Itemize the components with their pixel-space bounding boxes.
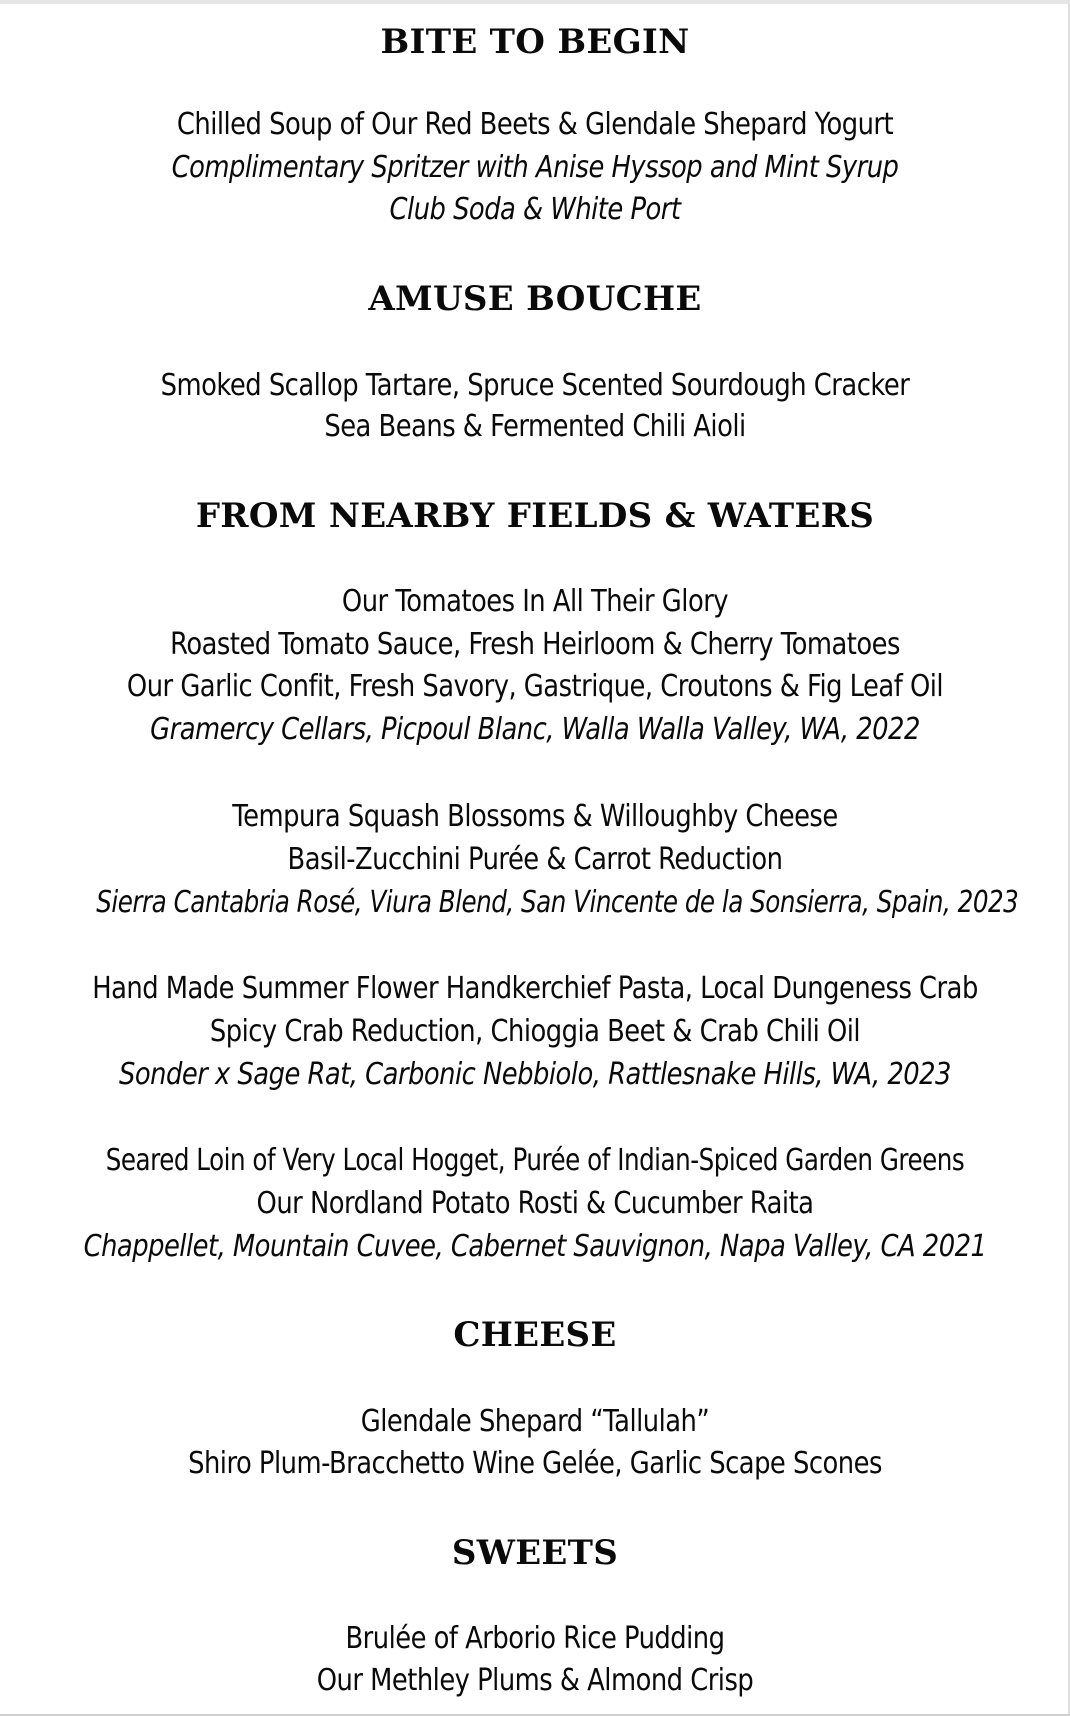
top-edge-rule [0,0,1070,4]
menu-pairing-line: Gramercy Cellars, Picpoul Blanc, Walla Walla Valley, WA, 2022 [150,712,920,747]
menu-dish-line: Spicy Crab Reduction, Chioggia Beet & Crab Chili Oil [209,1014,861,1049]
menu-dish-line: Our Garlic Confit, Fresh Savory, Gastrique, Croutons & Fig Leaf Oil [126,669,944,704]
menu-dish-line: Smoked Scallop Tartare, Spruce Scented Sourdough Cracker [160,368,910,403]
menu-pairing-line: Complimentary Spritzer with Anise Hyssop and Mint Syrup [171,150,899,185]
menu-pairing-line: Club Soda & White Port [389,192,681,227]
menu-dish-line: Seared Loin of Very Local Hogget, Purée of Indian-Spiced Garden Greens [105,1143,965,1178]
menu-dish-line: Our Methley Plums & Almond Crisp [316,1663,754,1698]
section-heading-bite-to-begin: BITE TO BEGIN [380,22,690,62]
menu-dish-line: Hand Made Summer Flower Handkerchief Pasta, Local Dungeness Crab [92,971,978,1006]
menu-dish-line: Roasted Tomato Sauce, Fresh Heirloom & Cherry Tomatoes [170,627,900,662]
section-heading-sweets: SWEETS [451,1533,619,1573]
menu-pairing-line: Sonder x Sage Rat, Carbonic Nebbiolo, Rattlesnake Hills, WA, 2023 [119,1057,951,1092]
menu-dish-line: Our Nordland Potato Rosti & Cucumber Raita [256,1186,814,1221]
menu-dish-line: Basil-Zucchini Purée & Carrot Reduction [287,842,783,877]
section-heading-cheese: CHEESE [453,1315,617,1355]
section-heading-fields-waters: FROM NEARBY FIELDS & WATERS [195,496,875,536]
menu-pairing-line: Sierra Cantabria Rosé, Viura Blend, San Vincente de la Sonsierra, Spain, 2023 [96,885,1019,920]
menu-dish-line: Chilled Soup of Our Red Beets & Glendale Shepard Yogurt [176,107,894,142]
menu-pairing-line: Chappellet, Mountain Cuvee, Cabernet Sauvignon, Napa Valley, CA 2021 [83,1229,987,1264]
menu-dish-line: Shiro Plum-Bracchetto Wine Gelée, Garlic Scape Scones [188,1446,882,1481]
menu-dish-line: Tempura Squash Blossoms & Willoughby Cheese [232,799,838,834]
menu-dish-line: Our Tomatoes In All Their Glory [341,584,729,619]
menu-dish-line: Sea Beans & Fermented Chili Aioli [324,409,746,444]
menu-dish-line: Brulée of Arborio Rice Pudding [345,1621,725,1656]
section-heading-amuse-bouche: AMUSE BOUCHE [368,279,702,319]
menu-dish-line: Glendale Shepard “Tallulah” [360,1404,710,1439]
